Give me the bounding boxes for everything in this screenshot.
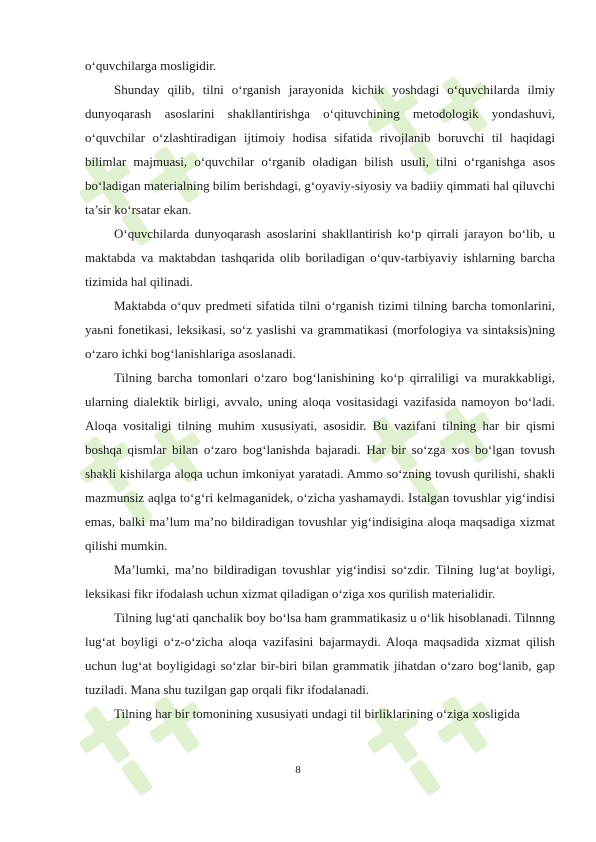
page-number: 8	[295, 764, 301, 776]
paragraph: O‘quvchilarda dunyoqarash asoslarini shakllantirish ko‘p qirrali jarayon bo‘lib, u maktabda va maktabdan tashqarida olib boriladigan o‘quv-tarbiyaviy ishlarning barcha tizimida hal qilinadi.	[85, 226, 555, 289]
paragraph: Maktabda o‘quv predmeti sifatida tilni o‘rganish tizimi tilning barcha tomonlarini, yaьni fonetikasi, leksikasi, so‘z yaslishi va grammatikasi (morfologiya va sintaksis)ning o‘zaro ichki bog‘lanishlariga asoslanadi.	[85, 298, 555, 361]
paragraph: Tilning lug‘ati qanchalik boy bo‘lsa ham grammatikasiz u o‘lik hisoblanadi. Tilnnng lug‘at boyligi o‘z-o‘zicha aloqa vazifasini bajarmaydi. Aloqa maqsadida xizmat qilish uchun lug‘at boyligidagi so‘zlar bir-biri bilan grammatik jihatdan o‘zaro bog‘lanib, gap tuziladi. Mana shu tuzilgan gap orqali fikr ifodalanadi.	[85, 610, 555, 697]
paragraph: o‘quvchilarga mosligidir.	[85, 58, 217, 73]
paragraph: Tilning har bir tomonining xususiyati undagi til birliklarining o‘ziga xosligida	[114, 706, 520, 721]
paragraph: Tilning barcha tomonlari o‘zaro bog‘lanishining ko‘p qirraliligi va murakkabligi, ularning dialektik birligi, avvalo, uning aloqa vositasidagi vazifasida namoyon bo‘ladi. Aloqa vositaligi tilning muhim xususiyati, asosidir. Bu vazifani tilning har bir qismi boshqa qismlar bilan o‘zaro bog‘lanishda bajaradi. Har bir so‘zga xos bo‘lgan tovush shakli kishilarga aloqa uchun imkoniyat yaratadi. Ammo so‘zning tovush qurilishi, shakli mazmunsiz aqlga to‘g‘ri kelmaganidek, o‘zicha yashamaydi. Istalgan tovushlar yig‘indisi emas, balki ma’lum ma’no bildiradigan tovushlar yig‘indisigina aloqa maqsadiga xizmat qilishi mumkin.	[85, 370, 555, 553]
paragraph: Shunday qilib, tilni o‘rganish jarayonida kichik yoshdagi o‘quvchilarda ilmiy dunyoqarash asoslarini shakllantirishga o‘qituvchining metodologik yondashuvi, o‘quvchilar o‘zlashtiradigan ijtimoiy hodisa sifatida rivojlanib boruvchi til haqidagi bilimlar majmuasi, o‘quvchilar o‘rganib oladigan bilish usuli, tilni o‘rganishga asos bo‘ladigan materialning bilim berishdagi, g‘oyaviy-siyosiy va badiiy qimmati hal qiluvchi ta’sir ko‘rsatar ekan.	[85, 82, 555, 217]
paragraph: Ma’lumki, ma’no bildiradigan tovushlar yig‘indisi so‘zdir. Tilning lug‘at boyligi, leksikasi fikr ifodalash uchun xizmat qiladigan o‘ziga xos qurilish materialidir.	[85, 562, 555, 601]
body-text	[85, 54, 555, 726]
